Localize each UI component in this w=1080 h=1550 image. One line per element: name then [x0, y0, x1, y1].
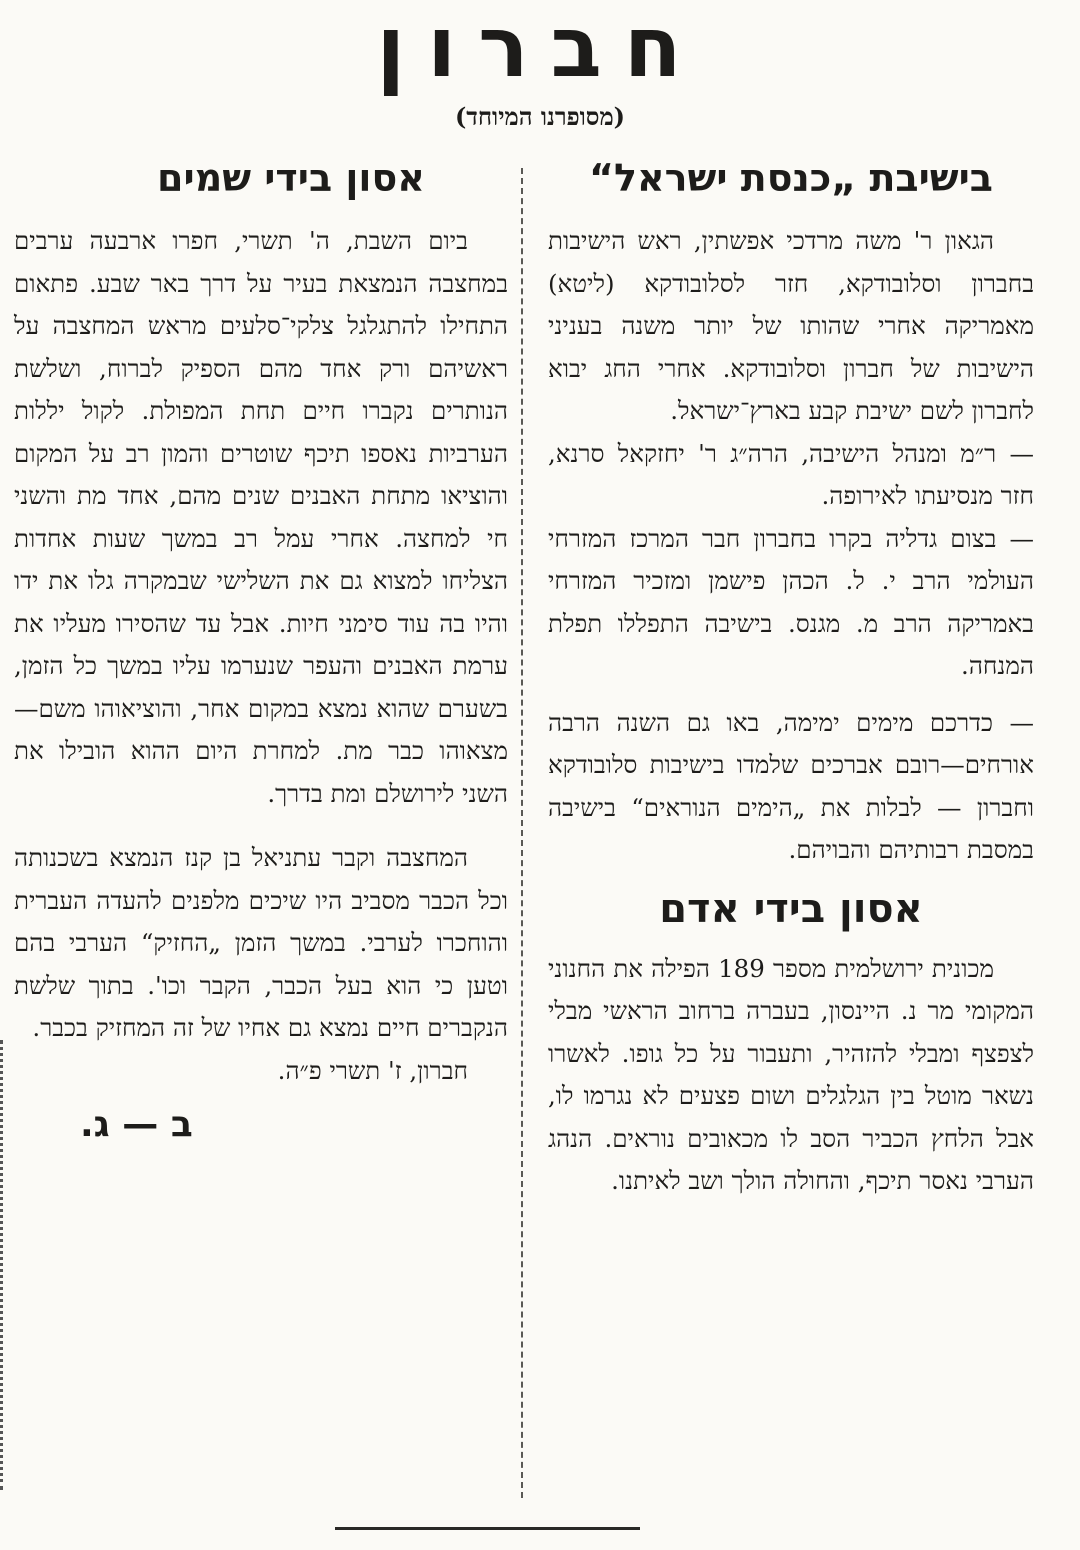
article-headline-accident: אסון בידי אדם [659, 885, 923, 932]
page-edge-marks [0, 1040, 3, 1490]
article-paragraph: — ר״מ ומנהל הישיבה, הרה״ג ר' יחזקאל סרנא, חזר מנסיעתו לאירופה. [548, 438, 1034, 510]
article-paragraph: המחצבה וקבר עתניאל בן קנז הנמצא בשכנותה וכל הכבר מסביב היו שיכים מלפנים להעדה העברית והוחכרו לערבי. במשך הזמן „החזיק“ הערבי בהם וטען כי הוא בעל הכבר, הקבר וכו'. בתוך שלשת הנקברים חיים נמצא גם אחיו של זה המחזיק בכבר. [14, 843, 508, 1042]
author-signature: ב — ג. [80, 1104, 193, 1145]
left-column [14, 148, 508, 1150]
article-paragraph: מכונית ירושלמית מספר 189 הפילה את החנוני המקומי מר נ. היינסון, בעברה ברחוב הראשי מבלי לצפצף ומבלי להזהיר, ותעבור על כל גופו. לאשרו נשאר מוטל בין הגלגלים ושום פצעים לא נגרמו לו, אבל הלחץ הכביר הסב לו מכאובים נוראים. הנהג הערבי נאסר תיכף, והחולה הולך ושב לאיתנו. [548, 953, 1034, 1195]
masthead-subtitle: (מסופרנו המיוחד) [454, 102, 626, 131]
article-headline-yeshiva: בישיבת „כנסת ישראל“ [589, 156, 993, 200]
article-paragraph: הגאון ר' משה מרדכי אפשתין, ראש הישיבות בחברון וסלובודקא, חזר לסלובודקא (ליטא) מאמריקה אחרי שהותו של יותר משנה בעניני הישיבות של חברון וסלובודקא. אחרי החג יבוא לחברון לשם ישיבת קבע בארץ־ישראל. [548, 226, 1034, 425]
article-paragraph: — כדרכם מימים ימימה, באו גם השנה הרבה אורחים—רובם אברכים שלמדו בישיבות סלובודקא וחברון — לבלות את „הימים הנוראים“ בישיבה במסבת רבותיהם והבויהם. [548, 707, 1034, 864]
column-divider [521, 168, 523, 1498]
masthead-title: חברון [376, 0, 704, 96]
article-headline-disaster: אסון בידי שמים [157, 156, 425, 200]
article-dateline: חברון, ז' תשרי פ״ה. [277, 1055, 468, 1085]
right-column [548, 148, 1034, 1203]
article-paragraph: — בצום גדליה בקרו בחברון חבר המרכז המזרחי העולמי הרב י. ל. הכהן פישמן ומזכיר המזרחי באמריקה הרב מ. מגנס. בישיבה התפללו תפלת המנחה. [548, 523, 1034, 680]
article-paragraph: ביום השבת, ה' תשרי, חפרו ארבעה ערבים במחצבה הנמצאת בעיר על דרך באר שבע. פתאום התחילו להתגלגל צלקי־סלעים מראש המחצבה על ראשיהם ורק אחד מהם הספיק לברוח, ושלשת הנותרים נקברו חיים תחת המפולת. לקול יללות הערביות נאספו תיכף שוטרים והמון רב על המקום והוציאו מתחת האבנים שנים מהם, אחד מת והשני חי למחצה. אחרי עמל רב במשך שעות אחדות הצליחו למצוא גם את השלישי שבמקרה גלו את ידו והיו בה עוד סימני חיות. אבל עד שהסירו מעליו את ערמת האבנים והעפר שנערמו עליו במשך כל הזמן, בשערם שהוא נמצא במקום אחר, והוציאוהו משם—מצאוהו כבר מת. למחרת היום ההוא הובילו את השני לירושלם ומת בדרך. [14, 226, 508, 808]
bottom-rule [335, 1527, 640, 1530]
